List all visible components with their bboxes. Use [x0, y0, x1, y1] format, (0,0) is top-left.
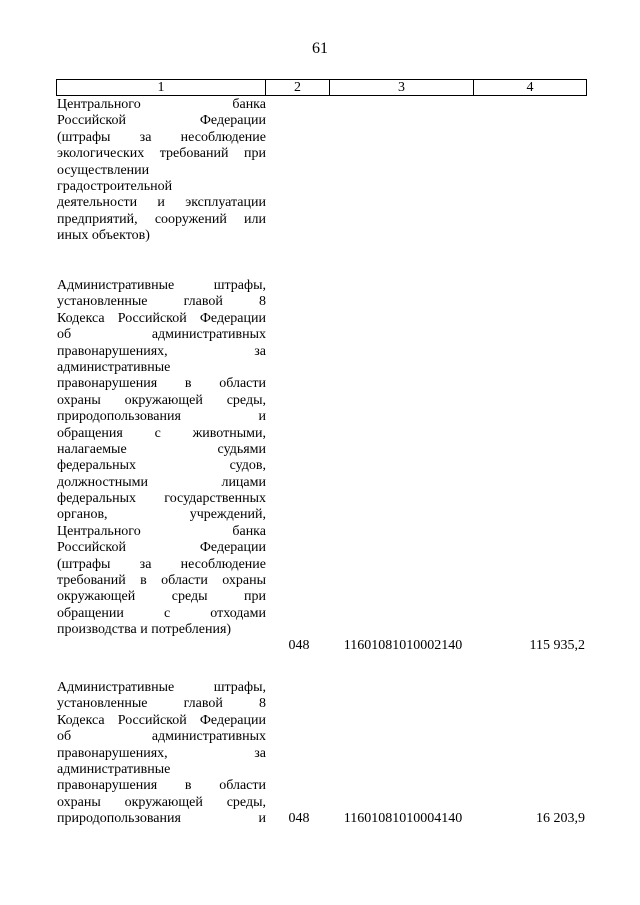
text-line: иных объектов) — [57, 228, 150, 244]
text-line: правонарушения в области — [57, 778, 266, 794]
text-line: административные — [57, 359, 171, 375]
block3-kbk-code: 11601081010004140 — [343, 811, 463, 826]
text-line: производства и потребления) — [57, 622, 232, 638]
text-line: обращении с отходами — [57, 605, 266, 621]
text-line: налагаемые судьями — [57, 441, 266, 457]
text-line: Российской Федерации — [57, 540, 266, 556]
header-col-1: 1 — [57, 80, 266, 95]
text-line: правонарушениях, за — [57, 745, 266, 761]
text-line: требований в области охраны — [57, 573, 266, 589]
text-line: природопользования и — [57, 409, 266, 425]
text-line: (штрафы за несоблюдение — [57, 556, 266, 572]
text-line: осуществлении — [57, 162, 150, 178]
text-line: охраны окружающей среды, — [57, 392, 266, 408]
text-line: федеральных судов, — [57, 458, 266, 474]
text-line: органов, учреждений, — [57, 507, 266, 523]
text-line: Центрального банка — [57, 523, 266, 539]
header-col-3: 3 — [330, 80, 474, 95]
block2-description — [57, 278, 266, 639]
text-line: об административных — [57, 729, 266, 745]
block2-amount: 115 935,2 — [529, 638, 585, 653]
text-line: правонарушения в области — [57, 376, 266, 392]
text-line: Административные штрафы, — [57, 278, 266, 293]
block3-description — [57, 680, 266, 828]
block3-admin-code: 048 — [288, 811, 310, 826]
text-line: установленные главой 8 — [57, 696, 266, 712]
text-line: Центрального банка — [57, 97, 266, 112]
text-line: экологических требований при — [57, 146, 266, 162]
page-number: 61 — [312, 40, 328, 57]
text-line: Кодекса Российской Федерации — [57, 712, 266, 728]
text-line: природопользования и — [57, 811, 266, 827]
text-line: (штрафы за несоблюдение — [57, 129, 266, 145]
block1-description — [57, 97, 266, 245]
text-line: Кодекса Российской Федерации — [57, 310, 266, 326]
header-col-4: 4 — [526, 80, 534, 95]
text-line: окружающей среды при — [57, 589, 266, 605]
text-line: установленные главой 8 — [57, 294, 266, 310]
text-line: должностными лицами — [57, 474, 266, 490]
text-line: об административных — [57, 327, 266, 343]
header-col-2: 2 — [266, 80, 330, 95]
text-line: предприятий, сооружений или — [57, 211, 266, 227]
table-header-row — [56, 79, 587, 96]
text-line: правонарушениях, за — [57, 343, 266, 359]
text-line: деятельности и эксплуатации — [57, 195, 266, 211]
text-line: обращения с животными, — [57, 425, 266, 441]
text-line: административные — [57, 761, 171, 777]
block3-amount: 16 203,9 — [536, 811, 585, 826]
text-line: градостроительной — [57, 178, 173, 194]
text-line: Российской Федерации — [57, 113, 266, 129]
text-line: федеральных государственных — [57, 491, 266, 507]
text-line: Административные штрафы, — [57, 680, 266, 695]
block2-kbk-code: 11601081010002140 — [343, 638, 463, 653]
block2-admin-code: 048 — [288, 638, 310, 653]
text-line: охраны окружающей среды, — [57, 794, 266, 810]
